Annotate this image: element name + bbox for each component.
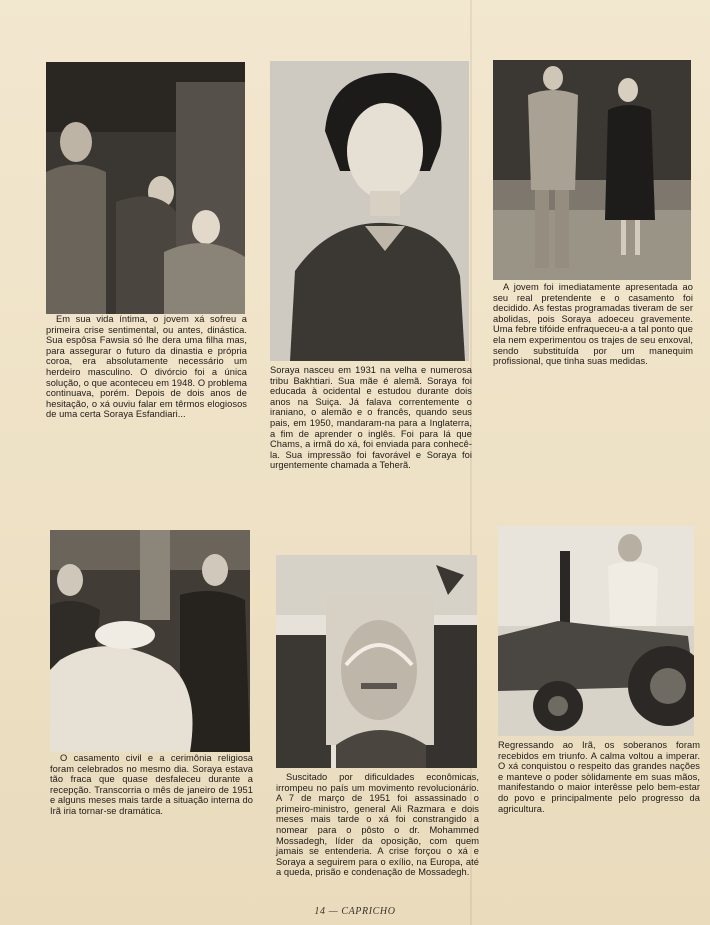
- caption-presented: A jovem foi imediatamente apresentada ao seu real pretendente e o casamento foi decidido. As festas programadas tiveram de ser abolidas, pois Soraya adoeceu gravemente. Uma febre tifóide enfraqueceu-a a tal ponto que ela nem experimentou os trajes de seu enxoval, sendo substituída por um manequim profissional, que tinha suas medidas.: [493, 282, 693, 367]
- caption-intimate-life: Em sua vida íntima, o jovem xá sofreu a primeira crise sentimental, ou antes, dinástica. Sua espôsa Fawsia só lhe dera uma filha mas, para assegurar o futuro da dinastia e própria coroa, era absolutamente necessário um herdeiro masculino. O divórcio foi a única solução, o que aconteceu em 1948. O problema continuava, porém. Depois de dois anos de hesitação, o xá ouviu falar em têrmos elogiosos de uma certa Soraya Esfandiari...: [46, 314, 247, 420]
- caption-revolution: Suscitado por dificuldades econômicas, irrompeu no país um movimento revolucionário. A 7 de março de 1951 foi assassinado o primeiro-ministro, general Ali Razmara e dois meses mais tarde o xá foi constrangido a nomear para o pôsto o dr. Mohammed Mossadegh, líder da oposição, com quem jamais se entenderia. A crise forçou o xá e Soraya a seguirem para o exílio, na Europa, até a queda, prisão e condenação de Mossadegh.: [276, 772, 479, 878]
- photo-shah-with-women: [46, 62, 245, 314]
- photo-couple-garden: [493, 60, 691, 280]
- photo-wedding-ceremony: [50, 530, 250, 752]
- photo-shah-on-tractor: [498, 526, 694, 736]
- caption-wedding: O casamento civil e a cerimônia religiosa foram celebrados no mesmo dia. Soraya estava tão fraca que quase desfaleceu durante a recepção. Transcorria o mês de janeiro de 1951 e alguns meses mais tarde a situação interna do Irã iria tornar-se dramática.: [50, 753, 253, 816]
- page-footer: 14 — CAPRICHO: [314, 906, 396, 917]
- caption-return-iran: Regressando ao Irã, os soberanos foram recebidos em triunfo. A calma voltou a imperar. O xá conquistou o respeito das grandes nações e manteve o poder sòlidamente em suas mãos, manifestando o maior interêsse pelo bem-estar do povo e principalmente pelo progresso da agricultura.: [498, 740, 700, 814]
- photo-mossadegh-protest: [276, 555, 477, 768]
- photo-soraya-portrait: [270, 61, 469, 361]
- caption-soraya-birth: Soraya nasceu em 1931 na velha e numerosa tribu Bakhtiari. Sua mãe é alemã. Soraya foi educada à ocidental e estudou durante dois anos na Suiça. Já falava correntemente o iraniano, o alemão e o francês, quando seus pais, em 1950, mandaram-na para a Inglaterra, a fim de aprender o inglês. Foi para lá que Chams, a irmã do xá, foi enviada para conhecê-la. Sua impressão foi favorável e Soraya foi urgentemente chamada a Teherã.: [270, 365, 472, 471]
